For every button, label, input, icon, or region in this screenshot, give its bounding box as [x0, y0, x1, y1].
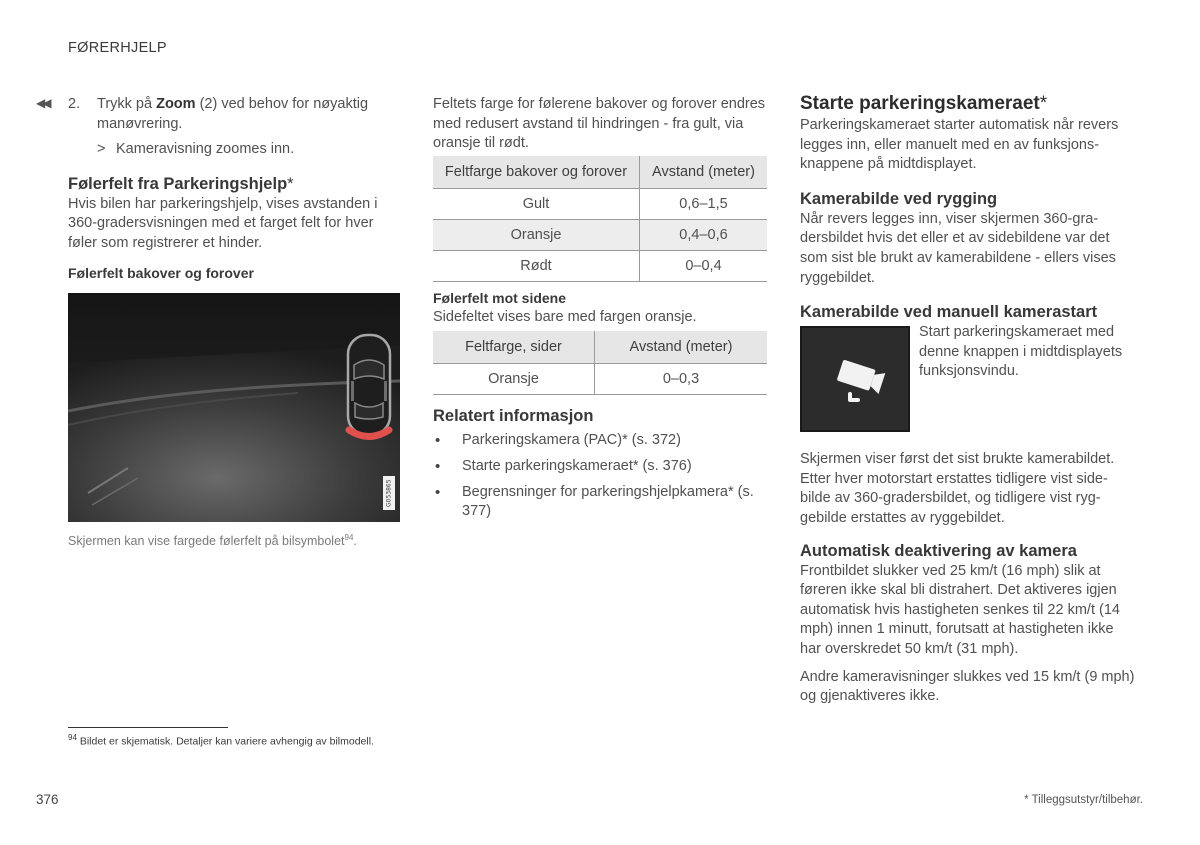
camera-intro: Parkeringskameraet starter automatisk når revers legges inn, eller manuelt med en av funksjons-knappene på midtdisplayet. — [800, 117, 1119, 173]
table-header: Avstand (meter) — [595, 331, 768, 364]
result-marker: > — [97, 141, 106, 158]
step-text-post: (2) ved behov for nøyaktig manøvrering. — [97, 96, 369, 132]
result-text: Kameravisning zoomes inn. — [116, 141, 295, 158]
step-number: 2. — [68, 96, 81, 112]
footnote-number: 94 — [68, 733, 77, 742]
footnote — [68, 733, 374, 748]
auto-deactivation-heading: Automatisk deaktivering av kamera — [800, 541, 1077, 560]
table-header: Avstand (meter) — [640, 156, 768, 189]
camera-view-illustration — [68, 293, 400, 522]
table-cell: Rødt — [433, 250, 640, 281]
color-change-intro: Feltets farge for følerene bakover og forover endres med redusert avstand til hindringen - fra gult, via oransje til rødt. — [433, 96, 766, 152]
caption-text: Skjermen kan vise fargede følerfelt på bilsymbolet — [68, 533, 345, 548]
related-link[interactable]: • Parkeringskamera (PAC)* (s. 372) — [433, 431, 767, 451]
reverse-text: Når revers legges inn, viser skjermen 360-gra-dersbildet hvis det eller et av sidebildene var det som sist ble brukt av kamerabildene - ellers vises ryggebildet. — [800, 210, 1116, 286]
title-asterisk: * — [1039, 93, 1048, 114]
rear-front-distance-table — [433, 156, 767, 282]
table-cell: Gult — [433, 188, 640, 219]
back-arrows-icon[interactable]: ◀◀ — [36, 96, 49, 110]
other-views-text: Andre kameravisninger slukkes ved 15 km/t (9 mph) og gjenaktiveres ikke. — [800, 668, 1135, 705]
manual-start-text: Start parkeringskameraet med denne knappen i midtdisplayets funksjonsvindu. — [919, 324, 1123, 380]
caption-footnote-ref[interactable]: 94 — [344, 532, 354, 542]
related-info-list — [433, 431, 767, 521]
column-3 — [800, 92, 1135, 707]
table-cell: Oransje — [433, 364, 595, 395]
reverse-heading: Kamerabilde ved rygging — [800, 189, 998, 208]
page-number: 376 — [36, 792, 59, 807]
heading-asterisk: * — [287, 174, 294, 193]
table-row — [433, 250, 767, 281]
page-title — [800, 92, 1135, 116]
table-row — [433, 364, 767, 395]
column-2 — [433, 95, 767, 528]
related-link[interactable]: • Starte parkeringskameraet* (s. 376) — [433, 457, 767, 477]
side-distance-table — [433, 331, 767, 395]
column-1 — [68, 95, 400, 549]
image-caption — [68, 530, 400, 549]
car-top-view-icon — [348, 335, 390, 437]
zoom-label: Zoom — [156, 96, 196, 112]
last-used-text: Skjermen viser først det sist brukte kamerabildet. Etter hver motorstart erstattes tidligere vist side-bilde av 360-gradersbildet, og tidligere vist ryg-gebilde erstattes av ryggebildet. — [800, 451, 1115, 526]
manual-start-heading: Kamerabilde ved manuell kamerastart — [800, 303, 1098, 322]
side-field-text: Sidefeltet vises bare med fargen oransje. — [433, 308, 697, 325]
side-field-heading: Følerfelt mot sidene — [433, 289, 567, 306]
camera-view-image — [68, 293, 400, 522]
camera-icon — [802, 328, 908, 430]
related-info-heading: Relatert informasjon — [433, 407, 594, 426]
auto-deactivation-text: Frontbildet slukker ved 25 km/t (16 mph) slik at føreren ikke skal bli distrahert. Det aktiveres igjen automatisk hvis hastigheten senkes til 22 km/t (14 mph) innen 1 minutt, forutsatt at hastigheten ikke har overskredet 50 km/t (31 mph). — [800, 562, 1120, 657]
image-code-label: G053865 — [383, 476, 395, 510]
footnote-text: Bildet er skjematisk. Detaljer kan variere avhengig av bilmodell. — [76, 735, 374, 748]
section-header: FØRERHJELP — [68, 40, 167, 56]
table-header: Feltfarge bakover og forover — [433, 156, 640, 189]
table-row — [433, 219, 767, 250]
manual-start-block — [800, 323, 1135, 436]
table-header-row — [433, 331, 767, 364]
footnote-divider — [68, 727, 228, 728]
table-cell: Oransje — [433, 219, 640, 250]
table-header-row — [433, 156, 767, 189]
accessory-note: * Tilleggsutstyr/tilbehør. — [1024, 794, 1143, 806]
table-cell: 0–0,3 — [595, 364, 768, 395]
camera-button[interactable] — [800, 326, 910, 432]
sensor-field-intro: Hvis bilen har parkeringshjelp, vises avstanden i 360-gradersvisningen med et farget felt for hver føler som registrerer et hinder. — [68, 195, 378, 251]
table-cell: 0,4–0,6 — [640, 219, 768, 250]
sensor-field-heading-text: Følerfelt fra Parkeringshjelp — [68, 174, 288, 193]
page-title-text: Starte parkeringskameraet — [800, 93, 1040, 114]
step-result — [68, 140, 400, 160]
rear-front-heading: Følerfelt bakover og forover — [68, 264, 254, 281]
sensor-field-heading — [68, 173, 400, 195]
step-2 — [68, 95, 400, 134]
table-row — [433, 188, 767, 219]
table-header: Feltfarge, sider — [433, 331, 595, 364]
step-text-pre: Trykk på — [97, 96, 157, 112]
table-cell: 0,6–1,5 — [640, 188, 768, 219]
table-cell: 0–0,4 — [640, 250, 768, 281]
related-link[interactable]: • Begrensninger for parkeringshjelpkamera* (s. 377) — [433, 483, 767, 522]
caption-end: . — [353, 533, 357, 548]
